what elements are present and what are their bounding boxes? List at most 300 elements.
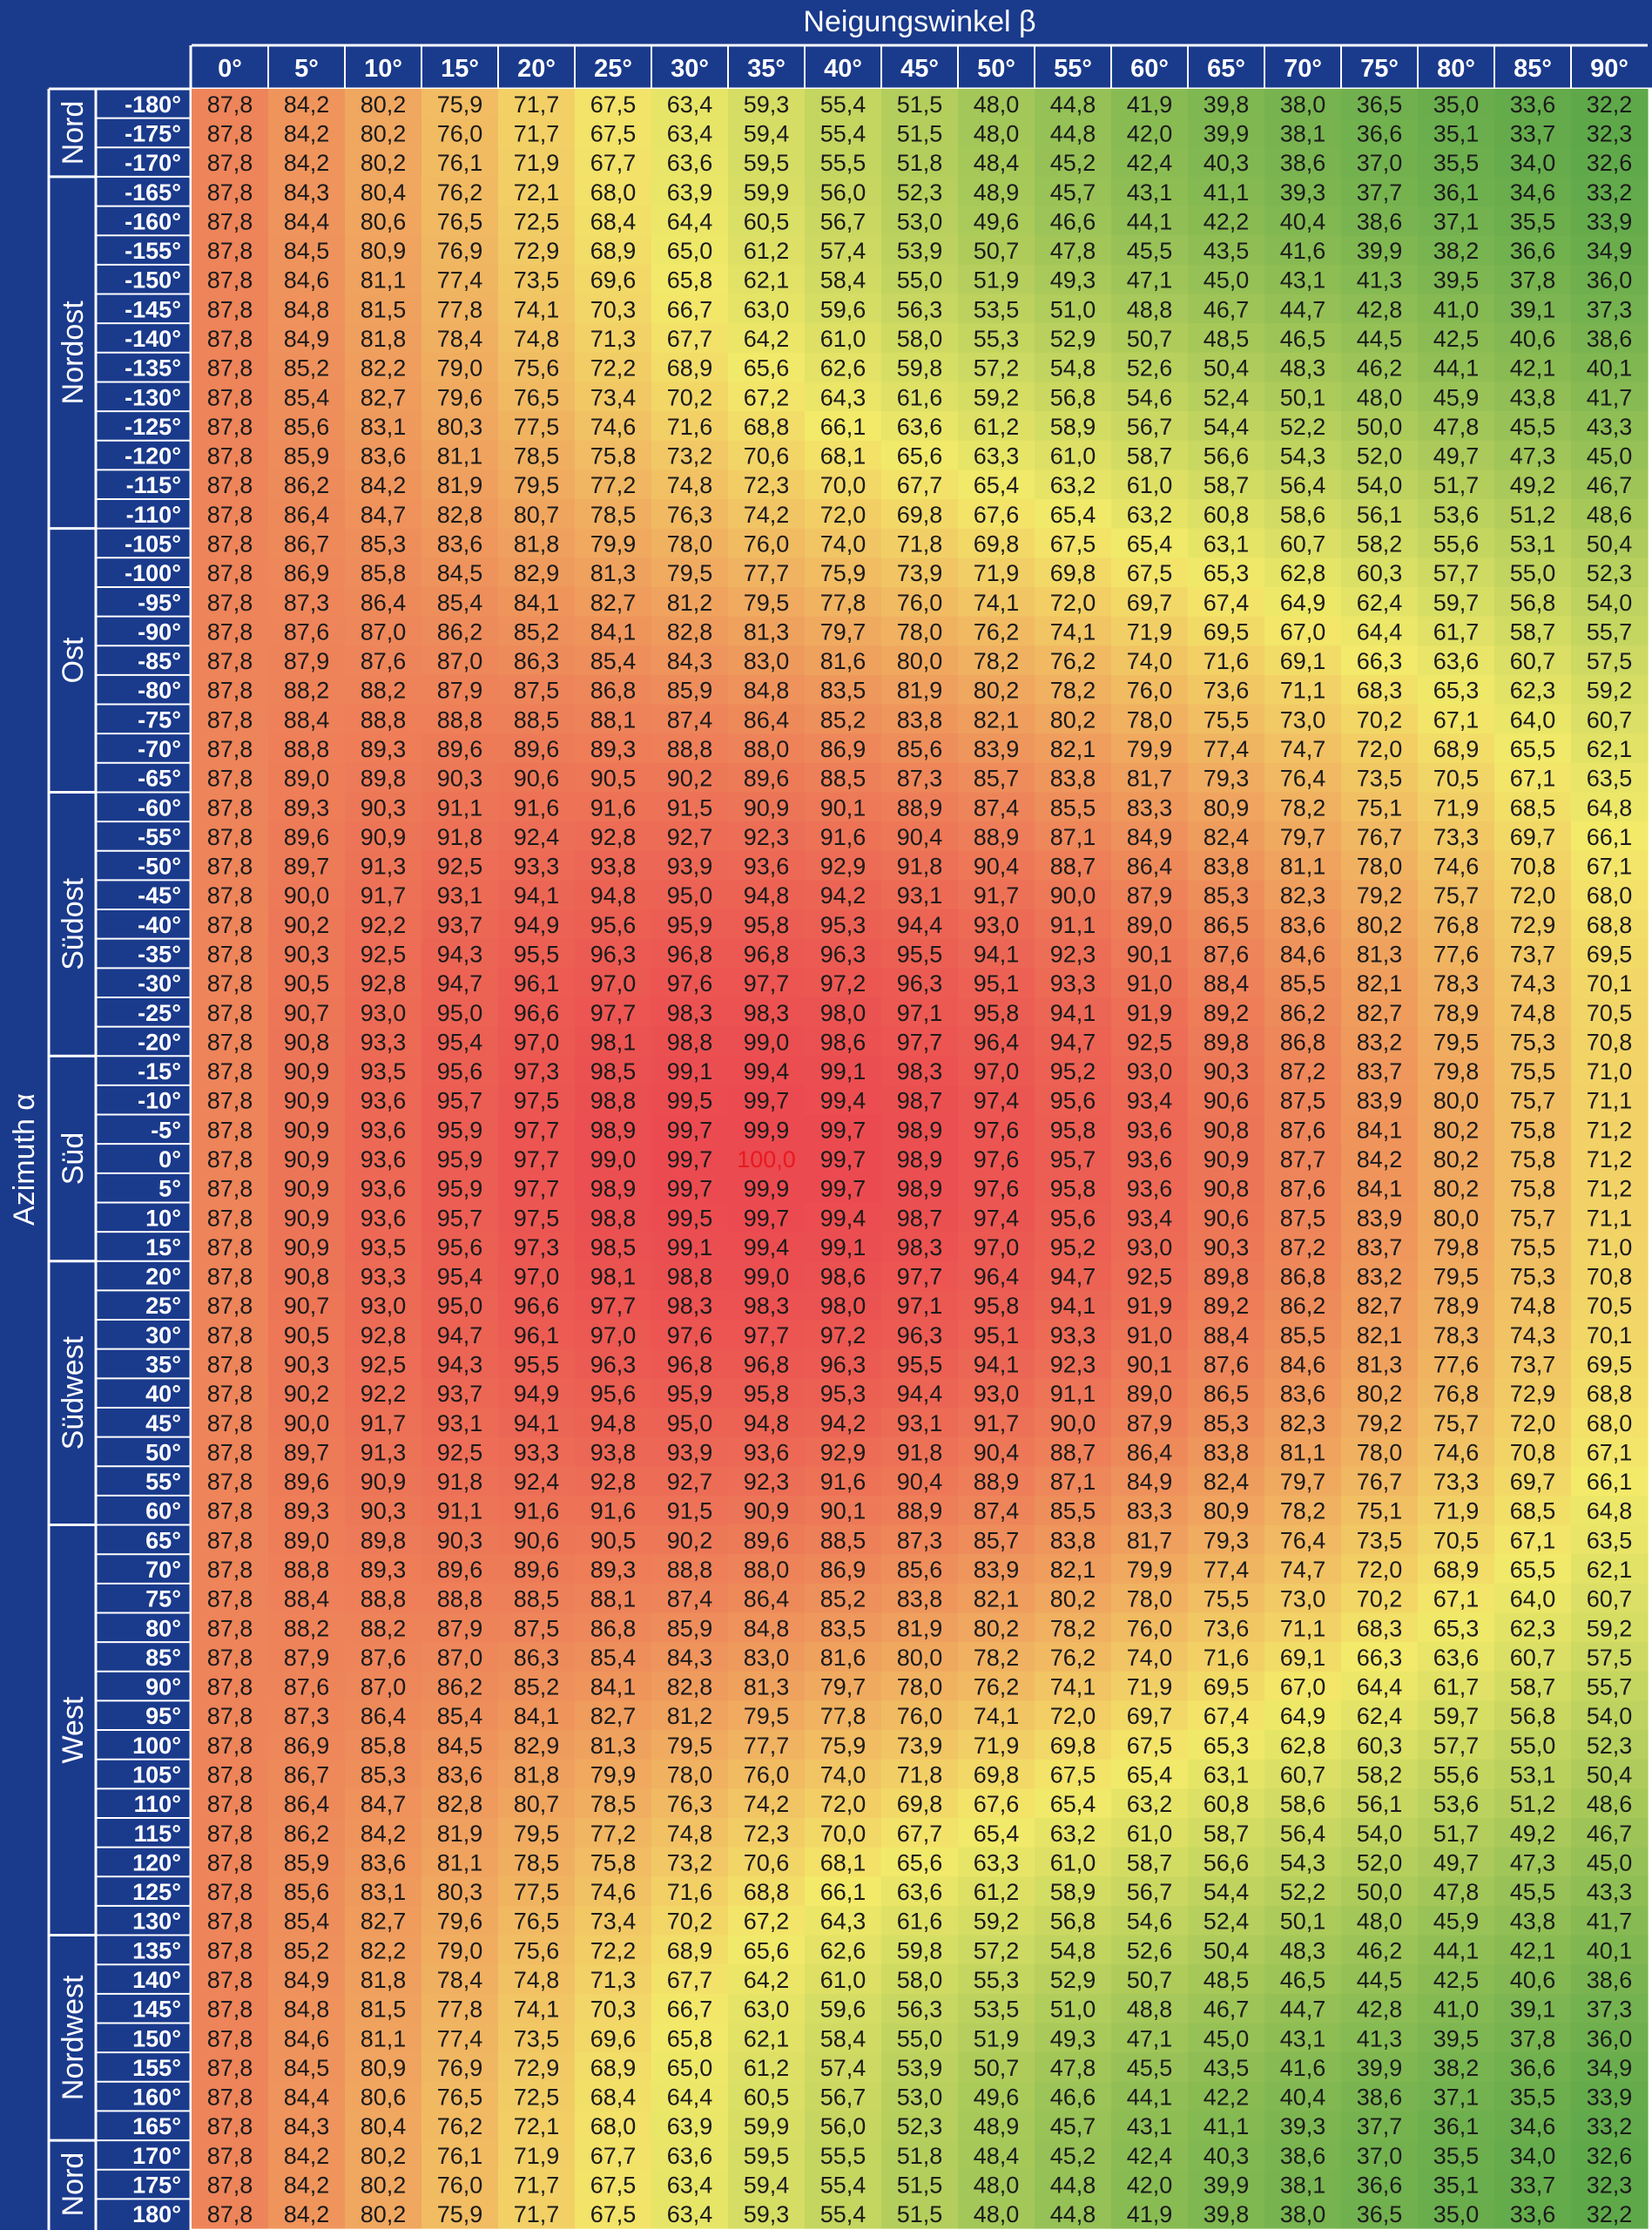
cell-value: 78,4: [436, 1967, 483, 1994]
cell-value: 64,8: [1586, 794, 1633, 821]
cell-value: 76,2: [973, 618, 1020, 645]
cell-value: 82,9: [513, 1732, 560, 1759]
cell-value: 47,8: [1049, 238, 1096, 265]
row-header: 120°: [132, 1849, 181, 1876]
cell-value: 97,1: [896, 1293, 943, 1320]
cell-value: 80,2: [360, 2142, 407, 2169]
column-header: 30°: [671, 55, 709, 83]
cell-value: 37,0: [1356, 150, 1403, 177]
cell-value: 83,0: [743, 1644, 790, 1671]
cell-value: 67,1: [1509, 1527, 1556, 1554]
cell-value: 87,5: [1279, 1205, 1326, 1232]
cell-value: 88,8: [360, 1585, 407, 1612]
cell-value: 97,4: [973, 1205, 1020, 1232]
cell-value: 87,8: [206, 1761, 253, 1788]
cell-value: 53,5: [973, 1996, 1020, 2023]
cell-value: 71,8: [896, 530, 943, 558]
cell-value: 76,2: [436, 2113, 483, 2140]
cell-value: 37,7: [1356, 2113, 1403, 2140]
cell-value: 38,6: [1586, 1967, 1633, 1994]
cell-value: 98,7: [896, 1205, 943, 1232]
cell-value: 85,4: [283, 1908, 330, 1935]
cell-value: 75,8: [1509, 1175, 1556, 1202]
cell-value: 80,0: [1433, 1087, 1480, 1114]
cell-value: 94,8: [590, 1409, 637, 1436]
cell-value: 61,2: [743, 238, 790, 265]
cell-value: 96,6: [513, 999, 560, 1026]
column-header: 45°: [900, 55, 939, 83]
cell-value: 48,0: [973, 120, 1020, 147]
cell-value: 65,6: [743, 1937, 790, 1964]
cell-value: 84,1: [513, 1703, 560, 1730]
cell-value: 49,3: [1049, 2025, 1096, 2052]
direction-group-label: Ost: [57, 637, 90, 684]
cell-value: 88,5: [819, 1527, 866, 1554]
cell-value: 50,4: [1203, 1937, 1250, 1964]
cell-value: 71,9: [973, 560, 1020, 587]
cell-value: 76,9: [436, 2054, 483, 2081]
cell-value: 95,5: [896, 941, 943, 968]
cell-value: 90,4: [973, 1439, 1020, 1466]
cell-value: 51,8: [896, 2142, 943, 2169]
cell-value: 87,8: [206, 501, 253, 528]
cell-value: 70,1: [1586, 1321, 1633, 1348]
cell-value: 76,5: [436, 2084, 483, 2111]
cell-value: 91,7: [360, 1409, 407, 1436]
cell-value: 98,9: [896, 1175, 943, 1202]
cell-value: 72,2: [590, 1937, 637, 1964]
cell-value: 92,3: [743, 1469, 790, 1496]
cell-value: 61,2: [743, 2054, 790, 2081]
row-header: -75°: [138, 706, 181, 733]
row-header: 25°: [145, 1293, 181, 1320]
cell-value: 81,3: [1356, 941, 1403, 968]
cell-value: 83,6: [360, 1849, 407, 1876]
cell-value: 70,6: [743, 443, 790, 470]
cell-value: 81,3: [743, 618, 790, 645]
cell-value: 73,2: [666, 1849, 713, 1876]
cell-value: 64,3: [819, 384, 866, 411]
cell-value: 92,2: [360, 911, 407, 938]
cell-value: 67,4: [1203, 589, 1250, 616]
cell-value: 85,5: [1049, 1497, 1096, 1524]
cell-value: 55,6: [1433, 1761, 1480, 1788]
cell-value: 63,5: [1586, 765, 1633, 792]
cell-value: 81,1: [1279, 853, 1326, 880]
row-header: 85°: [145, 1644, 181, 1671]
cell-value: 79,6: [436, 1908, 483, 1935]
cell-value: 87,5: [513, 1615, 560, 1642]
cell-value: 42,2: [1203, 2084, 1250, 2111]
cell-value: 48,5: [1203, 325, 1250, 352]
cell-value: 90,4: [896, 823, 943, 850]
cell-value: 93,1: [436, 882, 483, 909]
cell-value: 96,6: [513, 1293, 560, 1320]
cell-value: 51,2: [1509, 501, 1556, 528]
cell-value: 77,7: [743, 560, 790, 587]
cell-value: 45,7: [1049, 179, 1096, 206]
cell-value: 87,8: [206, 941, 253, 968]
cell-value: 90,8: [283, 1029, 330, 1056]
cell-value: 85,4: [436, 589, 483, 616]
cell-value: 36,6: [1356, 2172, 1403, 2199]
cell-value: 84,6: [1279, 1351, 1326, 1378]
cell-value: 59,9: [743, 179, 790, 206]
cell-value: 71,6: [666, 413, 713, 440]
cell-value: 68,9: [666, 1937, 713, 1964]
cell-value: 95,2: [1049, 1233, 1096, 1260]
cell-value: 57,2: [973, 355, 1020, 382]
cell-value: 72,9: [1509, 911, 1556, 938]
cell-value: 58,6: [1279, 501, 1326, 528]
cell-value: 71,2: [1586, 1175, 1633, 1202]
cell-value: 46,6: [1049, 208, 1096, 235]
row-header: 115°: [133, 1820, 181, 1847]
cell-value: 62,3: [1509, 677, 1556, 704]
cell-value: 68,8: [743, 1879, 790, 1906]
cell-value: 93,4: [1126, 1087, 1173, 1114]
cell-value: 95,6: [590, 1381, 637, 1408]
cell-value: 81,2: [666, 589, 713, 616]
cell-value: 95,4: [436, 1029, 483, 1056]
cell-value: 53,5: [973, 296, 1020, 323]
cell-value: 49,7: [1433, 1849, 1480, 1876]
column-header: 20°: [517, 55, 556, 83]
cell-value: 81,6: [819, 648, 866, 675]
cell-value: 97,6: [973, 1175, 1020, 1202]
cell-value: 84,5: [283, 238, 330, 265]
cell-value: 71,6: [1203, 648, 1250, 675]
cell-value: 62,1: [1586, 1557, 1633, 1584]
cell-value: 42,8: [1356, 296, 1403, 323]
cell-value: 47,3: [1509, 1849, 1556, 1876]
cell-value: 48,9: [973, 2113, 1020, 2140]
row-header: 35°: [145, 1351, 181, 1378]
cell-value: 87,8: [206, 179, 253, 206]
cell-value: 99,7: [743, 1205, 790, 1232]
cell-value: 95,5: [513, 1351, 560, 1378]
cell-value: 40,6: [1509, 1967, 1556, 1994]
cell-value: 59,2: [973, 1908, 1020, 1935]
cell-value: 87,2: [1279, 1058, 1326, 1085]
cell-value: 74,2: [743, 1791, 790, 1818]
cell-value: 83,8: [1049, 1527, 1096, 1554]
cell-value: 88,5: [513, 706, 560, 733]
cell-value: 74,1: [973, 1703, 1020, 1730]
cell-value: 62,1: [1586, 735, 1633, 762]
cell-value: 90,9: [283, 1117, 330, 1144]
cell-value: 63,3: [973, 1849, 1020, 1876]
cell-value: 59,2: [973, 384, 1020, 411]
cell-value: 85,7: [973, 1527, 1020, 1554]
cell-value: 35,5: [1433, 2142, 1480, 2169]
cell-value: 87,8: [206, 2142, 253, 2169]
cell-value: 95,0: [436, 1293, 483, 1320]
cell-value: 44,8: [1049, 2172, 1096, 2199]
cell-value: 37,3: [1586, 296, 1633, 323]
cell-value: 55,4: [819, 120, 866, 147]
cell-value: 87,8: [206, 1146, 253, 1172]
cell-value: 78,5: [513, 443, 560, 470]
row-header: -60°: [138, 794, 181, 821]
cell-value: 36,6: [1509, 2054, 1556, 2081]
cell-value: 90,2: [666, 1527, 713, 1554]
cell-value: 90,3: [283, 941, 330, 968]
cell-value: 53,1: [1509, 530, 1556, 558]
y-axis-title: Azimuth α: [8, 1093, 41, 1226]
row-header: 170°: [132, 2142, 181, 2169]
cell-value: 87,8: [206, 999, 253, 1026]
x-axis-title: Neigungswinkel β: [803, 5, 1036, 38]
cell-value: 83,1: [360, 1879, 407, 1906]
cell-value: 69,8: [1049, 1732, 1096, 1759]
cell-value: 33,2: [1586, 2113, 1633, 2140]
cell-value: 87,8: [206, 911, 253, 938]
cell-value: 72,3: [743, 472, 790, 499]
cell-value: 65,4: [1126, 530, 1173, 558]
cell-value: 71,9: [513, 2142, 560, 2169]
cell-value: 74,1: [513, 1996, 560, 2023]
cell-value: 94,4: [896, 911, 943, 938]
cell-value: 73,4: [590, 384, 637, 411]
cell-value: 73,5: [1356, 1527, 1403, 1554]
cell-value: 56,7: [819, 208, 866, 235]
cell-value: 68,8: [1586, 911, 1633, 938]
cell-value: 89,6: [436, 735, 483, 762]
cell-value: 60,8: [1203, 1791, 1250, 1818]
cell-value: 71,1: [1586, 1205, 1633, 1232]
cell-value: 55,5: [819, 150, 866, 177]
cell-value: 82,1: [1049, 1557, 1096, 1584]
cell-value: 87,8: [206, 648, 253, 675]
cell-value: 63,2: [1049, 1820, 1096, 1847]
cell-value: 63,9: [666, 2113, 713, 2140]
cell-value: 87,8: [206, 443, 253, 470]
cell-value: 87,0: [436, 648, 483, 675]
cell-value: 45,5: [1126, 238, 1173, 265]
cell-value: 38,1: [1279, 120, 1326, 147]
cell-value: 38,6: [1279, 2142, 1326, 2169]
cell-value: 78,2: [1049, 677, 1096, 704]
cell-value: 82,1: [1049, 735, 1096, 762]
cell-value: 74,0: [1126, 1644, 1173, 1671]
cell-value: 65,3: [1433, 1615, 1480, 1642]
cell-value: 75,9: [819, 560, 866, 587]
cell-value: 65,8: [666, 267, 713, 294]
cell-value: 46,7: [1586, 472, 1633, 499]
row-header: -5°: [151, 1117, 181, 1144]
cell-value: 80,2: [1356, 1381, 1403, 1408]
cell-value: 81,9: [896, 677, 943, 704]
cell-value: 87,8: [206, 2054, 253, 2081]
row-header: 30°: [145, 1321, 181, 1348]
cell-value: 87,8: [206, 413, 253, 440]
cell-value: 86,8: [1279, 1029, 1326, 1056]
cell-value: 93,4: [1126, 1205, 1173, 1232]
cell-value: 52,0: [1356, 443, 1403, 470]
cell-value: 83,6: [1279, 1381, 1326, 1408]
cell-value: 87,6: [360, 1644, 407, 1671]
cell-value: 53,9: [896, 238, 943, 265]
cell-value: 87,8: [206, 2025, 253, 2052]
cell-value: 36,5: [1356, 91, 1403, 118]
cell-value: 93,6: [743, 1439, 790, 1466]
cell-value: 45,5: [1509, 413, 1556, 440]
column-header: 35°: [747, 55, 786, 83]
cell-value: 96,3: [590, 1351, 637, 1378]
cell-value: 59,4: [743, 2172, 790, 2199]
cell-value: 75,7: [1433, 1409, 1480, 1436]
cell-value: 56,7: [1126, 1879, 1173, 1906]
cell-value: 99,4: [743, 1058, 790, 1085]
cell-value: 67,5: [1049, 530, 1096, 558]
cell-value: 88,1: [590, 706, 637, 733]
cell-value: 50,7: [973, 2054, 1020, 2081]
cell-value: 58,7: [1126, 1849, 1173, 1876]
cell-value: 95,6: [590, 911, 637, 938]
cell-value: 92,5: [360, 1351, 407, 1378]
cell-value: 71,2: [1586, 1146, 1633, 1172]
cell-value: 87,8: [206, 296, 253, 323]
cell-value: 90,9: [283, 1058, 330, 1085]
cell-value: 95,6: [436, 1233, 483, 1260]
cell-value: 76,3: [666, 1791, 713, 1818]
cell-value: 53,6: [1433, 1791, 1480, 1818]
cell-value: 94,2: [819, 882, 866, 909]
cell-value: 87,8: [206, 1820, 253, 1847]
cell-value: 95,8: [973, 999, 1020, 1026]
cell-value: 84,1: [1356, 1175, 1403, 1202]
row-header: -50°: [138, 853, 181, 880]
cell-value: 85,5: [1279, 1321, 1326, 1348]
cell-value: 43,1: [1279, 267, 1326, 294]
cell-value: 81,8: [513, 1761, 560, 1788]
cell-value: 47,3: [1509, 443, 1556, 470]
cell-value: 90,2: [283, 1381, 330, 1408]
cell-value: 68,5: [1509, 794, 1556, 821]
cell-value: 76,7: [1356, 1469, 1403, 1496]
cell-value: 64,8: [1586, 1497, 1633, 1524]
cell-value: 84,4: [283, 2084, 330, 2111]
cell-value: 67,7: [896, 472, 943, 499]
cell-value: 56,3: [896, 296, 943, 323]
cell-value: 83,3: [1126, 1497, 1173, 1524]
cell-value: 87,8: [206, 794, 253, 821]
column-header: 10°: [364, 55, 402, 83]
cell-value: 99,1: [819, 1058, 866, 1085]
cell-value: 73,7: [1509, 1351, 1556, 1378]
cell-value: 62,6: [819, 1937, 866, 1964]
cell-value: 56,7: [819, 2084, 866, 2111]
cell-value: 45,9: [1433, 384, 1480, 411]
cell-value: 87,8: [206, 1673, 253, 1700]
cell-value: 67,2: [743, 1908, 790, 1935]
cell-value: 41,3: [1356, 2025, 1403, 2052]
cell-value: 93,0: [973, 1381, 1020, 1408]
cell-value: 76,1: [436, 150, 483, 177]
cell-value: 66,7: [666, 1996, 713, 2023]
cell-value: 87,3: [283, 589, 330, 616]
cell-value: 71,9: [1126, 618, 1173, 645]
cell-value: 44,1: [1126, 208, 1173, 235]
cell-value: 45,0: [1203, 267, 1250, 294]
cell-value: 68,0: [1586, 882, 1633, 909]
cell-value: 92,8: [590, 823, 637, 850]
cell-value: 87,6: [283, 1673, 330, 1700]
cell-value: 58,6: [1279, 1791, 1326, 1818]
cell-value: 78,0: [666, 1761, 713, 1788]
cell-value: 67,5: [1126, 1732, 1173, 1759]
cell-value: 38,6: [1356, 208, 1403, 235]
cell-value: 46,5: [1279, 1967, 1326, 1994]
cell-value: 55,3: [973, 325, 1020, 352]
cell-value: 98,8: [590, 1087, 637, 1114]
cell-value: 79,8: [1433, 1058, 1480, 1085]
cell-value: 44,8: [1049, 91, 1096, 118]
cell-value: 79,8: [1433, 1233, 1480, 1260]
cell-value: 35,5: [1509, 2084, 1556, 2111]
cell-value: 98,9: [590, 1175, 637, 1202]
cell-value: 71,6: [1203, 1644, 1250, 1671]
cell-value: 76,4: [1279, 1527, 1326, 1554]
row-header: 40°: [145, 1381, 181, 1408]
cell-value: 76,5: [513, 1908, 560, 1935]
cell-value: 90,8: [1203, 1117, 1250, 1144]
cell-value: 96,4: [973, 1263, 1020, 1290]
cell-value: 32,2: [1586, 91, 1633, 118]
cell-value: 75,9: [436, 2201, 483, 2228]
cell-value: 71,3: [590, 1967, 637, 1994]
cell-value: 70,2: [1356, 1585, 1403, 1612]
cell-value: 84,3: [283, 179, 330, 206]
cell-value: 63,2: [1126, 501, 1173, 528]
cell-value: 53,6: [1433, 501, 1480, 528]
cell-value: 71,9: [513, 150, 560, 177]
cell-value: 87,8: [206, 1233, 253, 1260]
cell-value: 54,4: [1203, 1879, 1250, 1906]
cell-value: 89,2: [1203, 1293, 1250, 1320]
cell-value: 37,1: [1433, 208, 1480, 235]
cell-value: 93,7: [436, 911, 483, 938]
cell-value: 78,2: [973, 1644, 1020, 1671]
cell-value: 78,5: [590, 501, 637, 528]
cell-value: 80,2: [1433, 1117, 1480, 1144]
cell-value: 85,2: [819, 706, 866, 733]
cell-value: 94,8: [590, 882, 637, 909]
cell-value: 70,2: [1356, 706, 1403, 733]
cell-value: 95,5: [896, 1351, 943, 1378]
cell-value: 97,2: [819, 1321, 866, 1348]
cell-value: 99,7: [666, 1117, 713, 1144]
cell-value: 85,2: [513, 618, 560, 645]
cell-value: 68,8: [743, 413, 790, 440]
cell-value: 93,6: [1126, 1175, 1173, 1202]
cell-value: 60,7: [1586, 1585, 1633, 1612]
cell-value: 33,7: [1509, 120, 1556, 147]
cell-value: 87,8: [206, 1205, 253, 1232]
cell-value: 83,6: [1279, 911, 1326, 938]
cell-value: 43,1: [1126, 2113, 1173, 2140]
cell-value: 90,5: [590, 765, 637, 792]
cell-value: 39,1: [1509, 296, 1556, 323]
cell-value: 72,9: [513, 2054, 560, 2081]
cell-value: 48,0: [973, 2172, 1020, 2199]
cell-value: 56,8: [1049, 384, 1096, 411]
cell-value: 91,7: [360, 882, 407, 909]
cell-value: 84,2: [283, 2142, 330, 2169]
cell-value: 78,0: [1126, 1585, 1173, 1612]
cell-value: 61,0: [819, 325, 866, 352]
